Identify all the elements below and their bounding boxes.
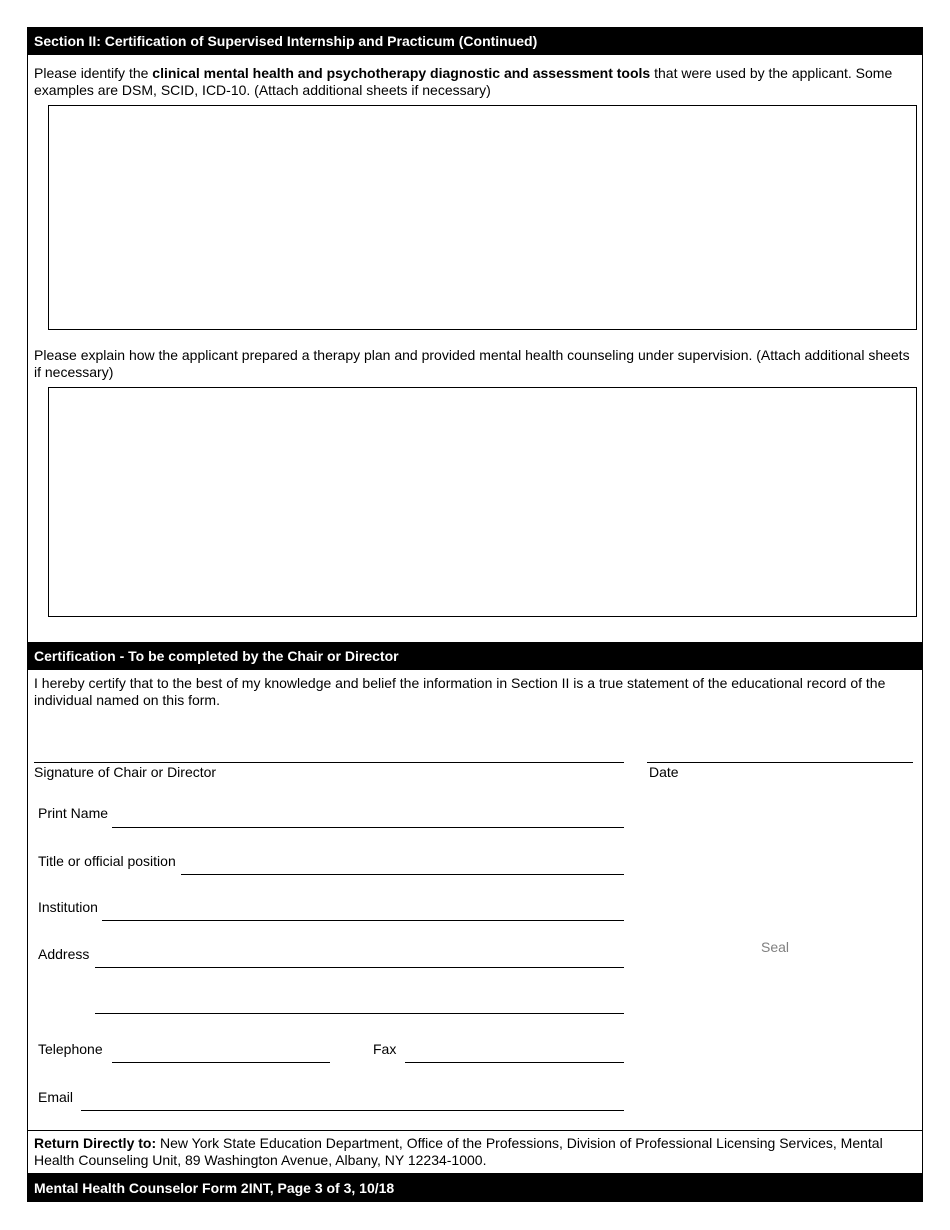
return-address-text: New York State Education Department, Office of the Professions, Division of Professional Licensing Services, Mental Health Counseling Unit, 89 Washington Avenue, Albany, NY 12234-1000. xyxy=(34,1135,883,1168)
section-2-header-text: Section II: Certification of Supervised Internship and Practicum (Continued) xyxy=(34,33,538,49)
question-assessment-tools xyxy=(34,65,909,99)
fax-label: Fax xyxy=(373,1041,397,1057)
address-field-line-2[interactable] xyxy=(95,1013,624,1014)
certification-statement: I hereby certify that to the best of my knowledge and belief the information in Section II is a true statement of the educational record of the individual named on this form. xyxy=(34,675,886,708)
question-1-bold: clinical mental health and psychotherapy diagnostic and assessment tools xyxy=(152,65,651,81)
form-id-text: Mental Health Counselor Form 2INT, Page 3 of 3, 10/18 xyxy=(34,1179,395,1196)
seal-label: Seal xyxy=(761,939,790,955)
footer-divider xyxy=(27,1130,923,1131)
print-name-field[interactable] xyxy=(112,827,624,828)
signature-label: Signature of Chair or Director xyxy=(34,764,217,780)
date-label: Date xyxy=(649,764,679,780)
title-field[interactable] xyxy=(181,874,624,875)
question-therapy-plan: Please explain how the applicant prepared a therapy plan and provided mental health counseling under supervision. (Attach additional sheets if necessary) xyxy=(34,347,910,380)
telephone-field[interactable] xyxy=(112,1062,330,1063)
email-field[interactable] xyxy=(81,1110,624,1111)
address-field-line-1[interactable] xyxy=(95,967,624,968)
return-address xyxy=(34,1135,909,1169)
date-field[interactable] xyxy=(647,762,913,763)
title-label: Title or official position xyxy=(38,853,176,869)
therapy-plan-textarea[interactable] xyxy=(48,387,917,617)
address-label: Address xyxy=(38,946,90,962)
institution-label: Institution xyxy=(38,899,98,915)
telephone-label: Telephone xyxy=(38,1041,103,1057)
certification-header-text: Certification - To be completed by the Chair or Director xyxy=(34,648,399,664)
institution-field[interactable] xyxy=(102,920,624,921)
question-1-prefix: Please identify the xyxy=(34,65,153,81)
form-id-footer xyxy=(27,1173,923,1202)
fax-field[interactable] xyxy=(405,1062,624,1063)
signature-field[interactable] xyxy=(34,762,624,763)
print-name-label: Print Name xyxy=(38,805,109,821)
certification-header xyxy=(27,642,923,670)
email-label: Email xyxy=(38,1089,74,1105)
assessment-tools-textarea[interactable] xyxy=(48,105,917,330)
question-1-suffix: that were used by the applicant. Some examples are DSM, SCID, ICD-10. (Attach additional sheets if necessary) xyxy=(34,65,893,98)
return-address-bold: Return Directly to: xyxy=(34,1135,157,1151)
section-2-header xyxy=(27,27,923,55)
